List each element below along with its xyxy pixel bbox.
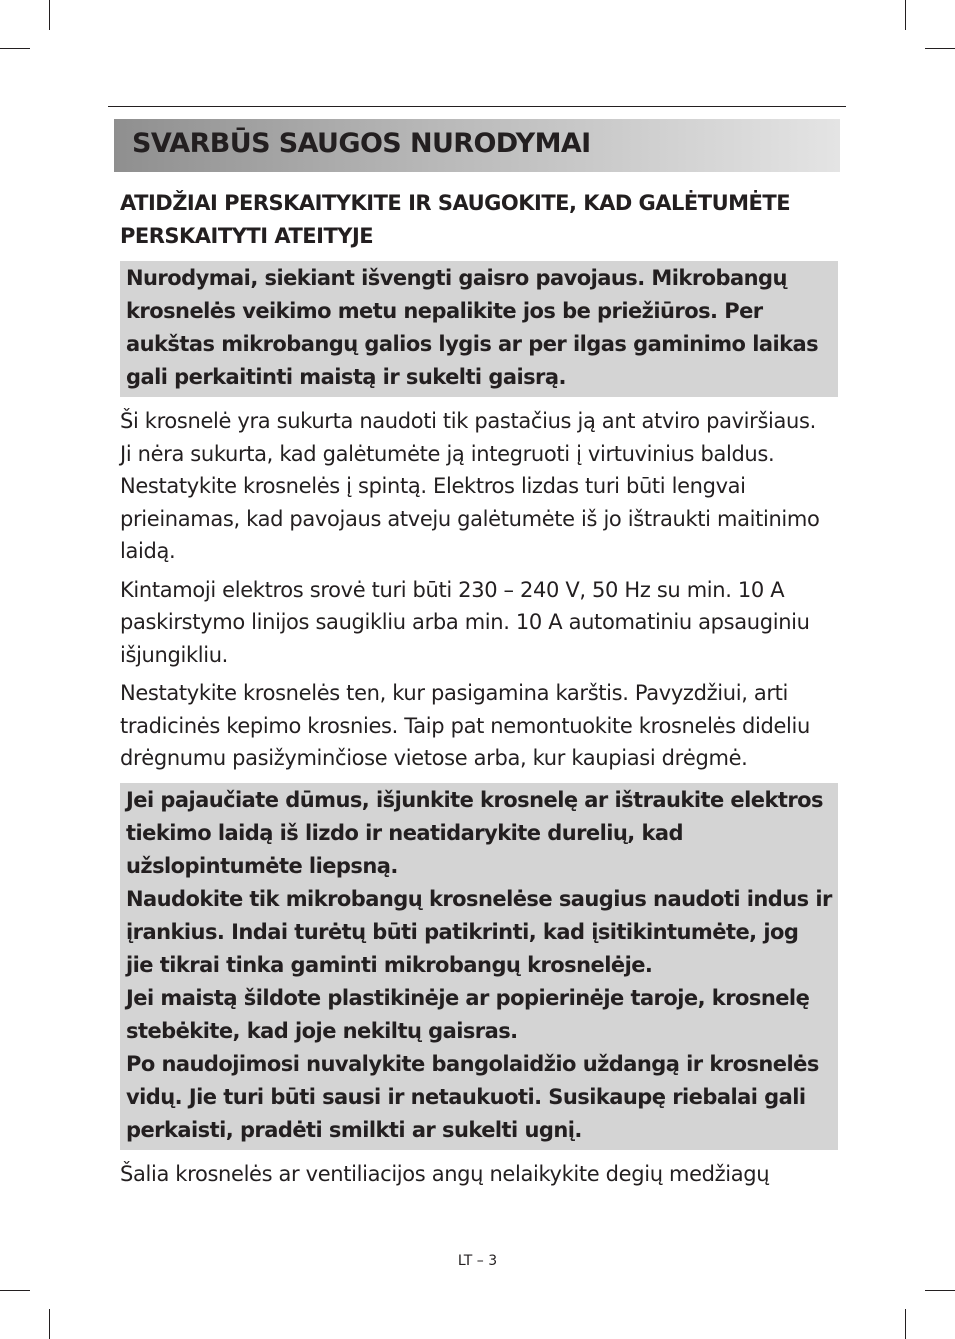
warning-text: Po naudojimosi nuvalykite bangolaidžio uždangą ir krosnelės vidų. Jie turi būti sausi ir netaukuoti. Susikaupę riebalai gali perkaisti, pradėti smilkti ar sukelti ugnį.: [126, 1051, 819, 1142]
section-title: SVARBŪS SAUGOS NURODYMAI: [132, 128, 591, 159]
body-paragraph: Nestatykite krosnelės ten, kur pasigamina karštis. Pavyzdžiui, arti tradicinės kepimo krosnies. Taip pat nemontuokite krosnelės dideliu drėgnumu pasižyminčiose vietose arba, kur kaupiasi drėgmė.: [120, 681, 810, 770]
crop-mark: [0, 1290, 30, 1291]
warning-text: Nurodymai, siekiant išvengti gaisro pavojaus. Mikrobangų krosnelės veikimo metu nepalikite jos be priežiūros. Per aukštas mikrobangų galios lygis ar per ilgas gaminimo laikas gali perkaitinti maistą ir sukelti gaisrą.: [126, 266, 819, 389]
crop-mark: [49, 0, 50, 30]
page-heading: ATIDŽIAI PERSKAITYKITE IR SAUGOKITE, KAD GALĖTUMĖTE PERSKAITYTI ATEITYJE: [120, 191, 791, 248]
body-paragraph: Šalia krosnelės ar ventiliacijos angų nelaikykite degių medžiagų: [120, 1161, 770, 1186]
warning-text: Naudokite tik mikrobangų krosnelėse saugius naudoti indus ir įrankius. Indai turėtų būti patikrinti, kad įsitikintumėte, jog jie tikrai tinka gaminti mikrobangų krosnelėje.: [126, 886, 832, 977]
crop-mark: [49, 1309, 50, 1339]
body-paragraph: Ši krosnelė yra sukurta naudoti tik pastačius ją ant atviro paviršiaus. Ji nėra sukurta, kad galėtumėte ją integruoti į virtuvinius baldus. Nestatykite krosnelės į spintą. Elektros lizdas turi būti lengvai prieinamas, kad pavojaus atveju galėtumėte iš jo ištraukti maitinimo laidą.: [120, 409, 820, 563]
crop-mark: [925, 1290, 955, 1291]
crop-mark: [905, 1309, 906, 1339]
page-content: [120, 187, 832, 1196]
warning-text: Jei maistą šildote plastikinėje ar popierinėje taroje, krosnelę stebėkite, kad joje nekiltų gaisras.: [126, 985, 810, 1043]
body-paragraph: Kintamoji elektros srovė turi būti 230 – 240 V, 50 Hz su min. 10 A paskirstymo linijos saugikliu arba min. 10 A automatiniu apsauginiu išjungikliu.: [120, 577, 810, 667]
page-number: LT – 3: [457, 1253, 498, 1269]
crop-mark: [905, 0, 906, 30]
crop-mark: [925, 48, 955, 49]
crop-mark: [0, 48, 30, 49]
section-banner: [114, 119, 840, 172]
warning-box-smoke: [120, 783, 838, 1150]
top-rule: [108, 106, 846, 107]
warning-box-fire: [120, 261, 838, 397]
warning-text: Jei pajaučiate dūmus, išjunkite krosnelę ar ištraukite elektros tiekimo laidą iš lizdo ir neatidarykite durelių, kad užslopintumėte liepsną.: [126, 787, 823, 878]
